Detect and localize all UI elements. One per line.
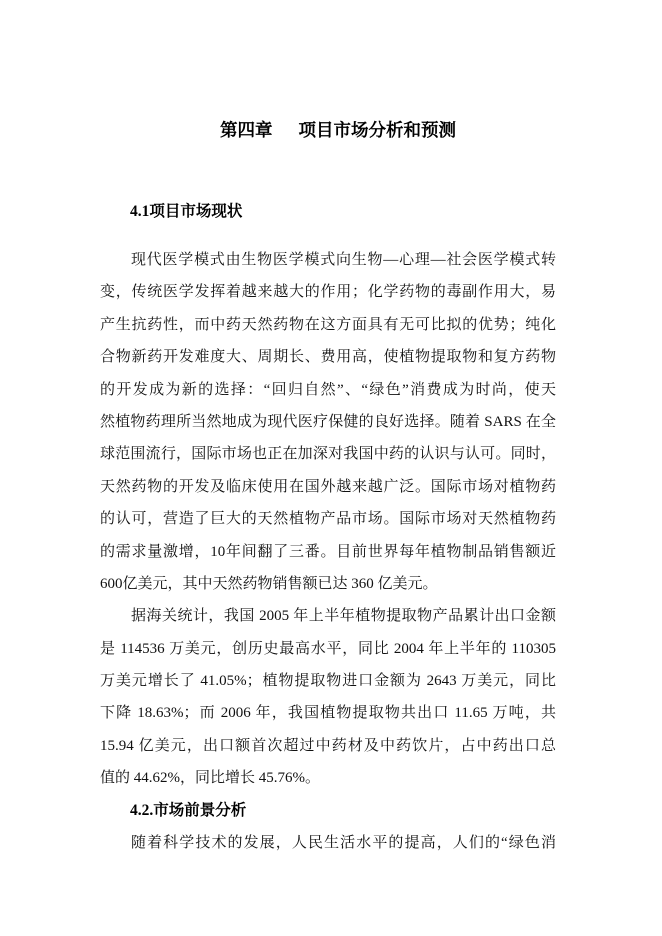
paragraph-line: 是 114536 万美元，创历史最高水平，同比 2004 年上半年的 110305	[100, 640, 556, 657]
paragraph-customs-statistics	[100, 600, 556, 794]
paragraph-line: 现代医学模式由生物医学模式向生物—心理—社会医学模式转	[131, 252, 556, 268]
paragraph-line: 万美元增长了 41.05%；植物提取物进口金额为 2643 万美元，同比	[100, 673, 556, 690]
paragraph-line: 值的 44.62%，同比增长 45.76%。	[100, 770, 320, 787]
paragraph-line: 的需求量激增，10年间翻了三番。目前世界每年植物制品销售额近	[100, 543, 556, 560]
paragraph-line: 产生抗药性，而中药天然药物在这方面具有无可比拟的优势；纯化	[100, 316, 556, 333]
paragraph-line: 天然药物的开发及临床使用在国外越来越广泛。国际市场对植物药	[100, 478, 556, 495]
section-heading-4-1: 4.1项目市场现状	[130, 203, 243, 220]
paragraph-line: 然植物药理所当然地成为现代医疗保健的良好选择。随着 SARS 在全	[100, 413, 556, 430]
paragraph-line: 的开发成为新的选择：“回归自然”、“绿色”消费成为时尚，使天	[100, 381, 556, 398]
paragraph-line: 随着科学技术的发展，人民生活水平的提高，人们的“绿色消	[131, 835, 556, 852]
paragraph-line: 球范围流行，国际市场也正在加深对我国中药的认识与认可。同时，	[100, 446, 556, 463]
chapter-label: 第四章	[220, 120, 273, 140]
paragraph-line: 600亿美元，其中天然药物销售额已达 360 亿美元。	[100, 575, 438, 592]
paragraph-line: 变，传统医学发挥着越来越大的作用；化学药物的毒副作用大，易	[100, 284, 556, 301]
paragraph-line: 据海关统计，我国 2005 年上半年植物提取物产品累计出口金额	[131, 608, 556, 625]
section-heading-4-2: 4.2.市场前景分析	[130, 801, 247, 819]
paragraph-line: 下降 18.63%；而 2006 年，我国植物提取物共出口 11.65 万吨，共	[100, 705, 556, 722]
paragraph-line: 的认可，营造了巨大的天然植物产品市场。国际市场对天然植物药	[100, 511, 556, 528]
chapter-heading	[220, 117, 456, 143]
paragraph-line: 合物新药开发难度大、周期长、费用高，使植物提取物和复方药物	[100, 349, 556, 366]
paragraph-line: 15.94 亿美元，出口额首次超过中药材及中药饮片，占中药出口总	[100, 737, 556, 754]
chapter-title: 项目市场分析和预测	[298, 120, 456, 140]
paragraph-market-outlook	[100, 827, 556, 859]
paragraph-market-status	[100, 244, 556, 600]
body-text	[100, 244, 556, 859]
